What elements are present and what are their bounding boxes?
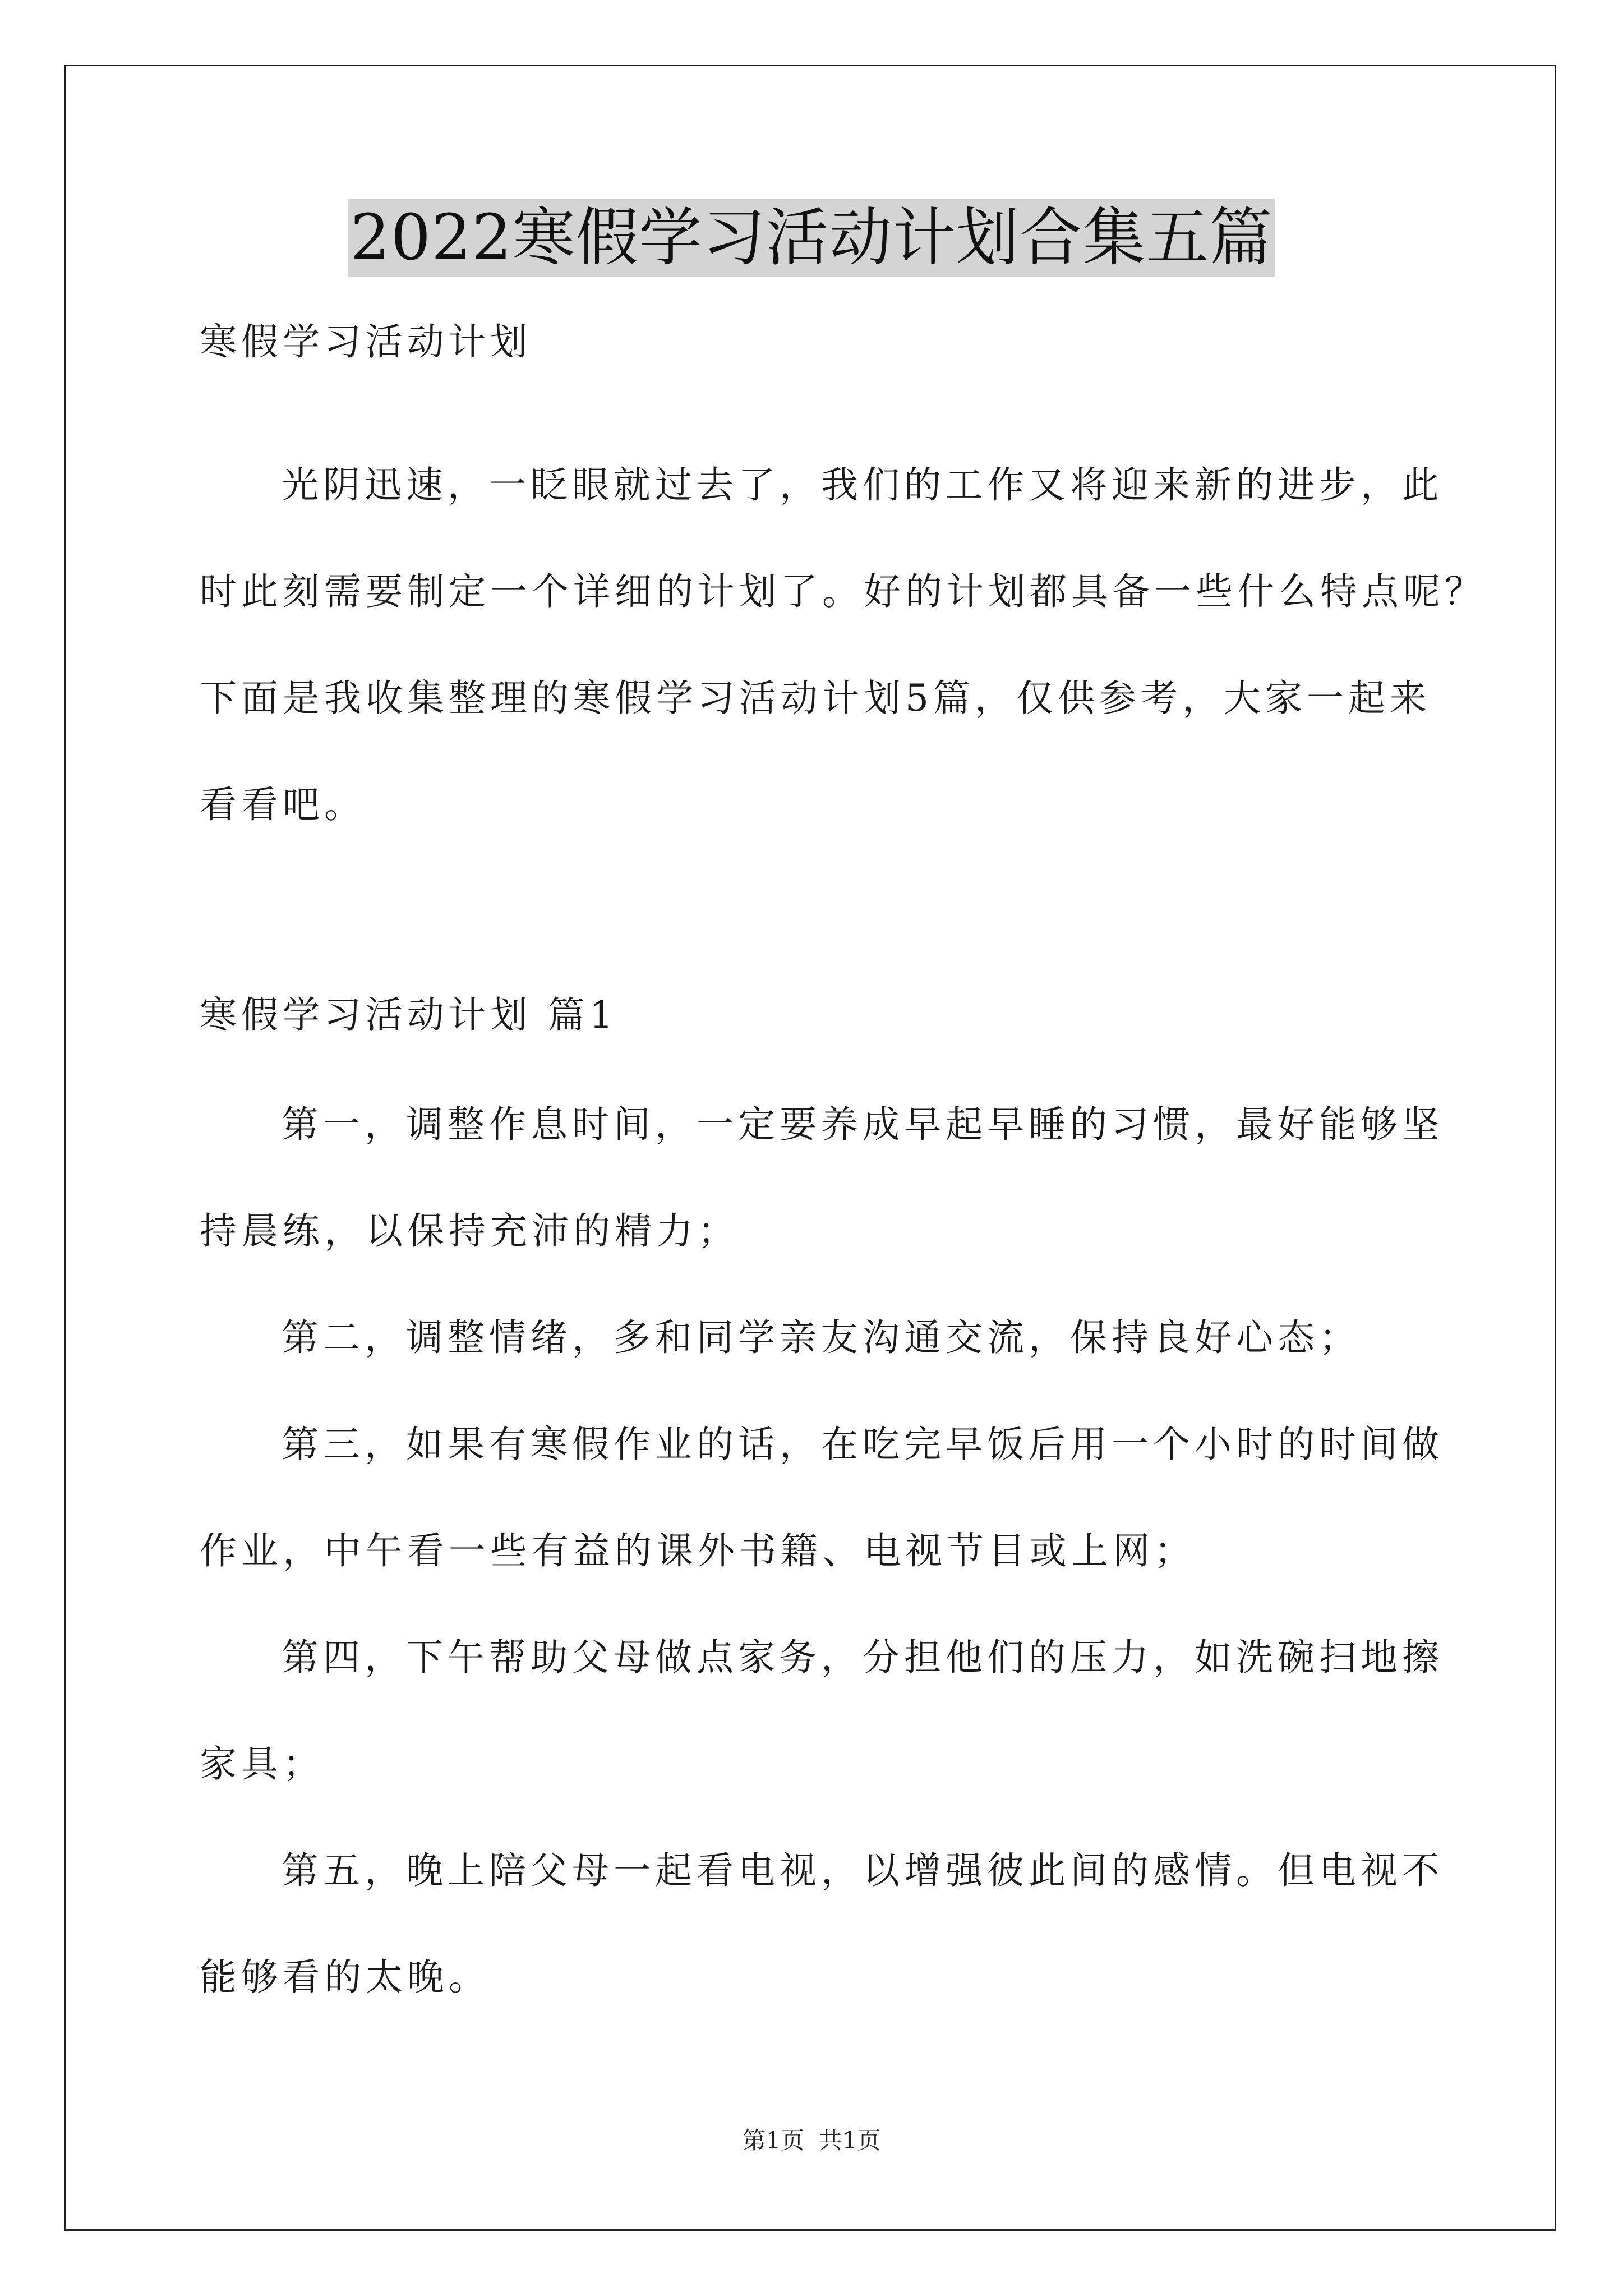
section-heading: 寒假学习活动计划 — [200, 320, 532, 364]
paragraph-line: 第三，如果有寒假作业的话，在吃完早饭后用一个小时的时间做 — [282, 1423, 1444, 1466]
paragraph-line: 第二，调整情绪，多和同学亲友沟通交流，保持良好心态； — [282, 1316, 1361, 1359]
page-border — [64, 65, 1556, 2231]
page-number-current: 第1页 — [742, 2127, 805, 2154]
paragraph-line: 第一，调整作息时间，一定要养成早起早睡的习惯，最好能够坚 — [282, 1103, 1444, 1146]
paragraph-line: 能够看的太晚。 — [200, 1955, 490, 1999]
paragraph-line: 光阴迅速，一眨眼就过去了，我们的工作又将迎来新的进步，此 — [282, 463, 1444, 507]
paragraph-line: 家具； — [200, 1742, 324, 1786]
paragraph-line: 第五，晚上陪父母一起看电视，以增强彼此间的感情。但电视不 — [282, 1849, 1444, 1892]
paragraph-line: 第四，下午帮助父母做点家务，分担他们的压力，如洗碗扫地擦 — [282, 1636, 1444, 1679]
paragraph-line: 作业，中午看一些有益的课外书籍、电视节目或上网； — [200, 1529, 1196, 1572]
document-title: 2022寒假学习活动计划合集五篇 — [348, 199, 1275, 277]
paragraph-line: 持晨练，以保持充沛的精力； — [200, 1209, 739, 1253]
page-number-total: 共1页 — [818, 2127, 881, 2154]
paragraph-line: 时此刻需要制定一个详细的计划了。好的计划都具备一些什么特点呢？ — [200, 570, 1486, 613]
section-heading: 寒假学习活动计划 篇1 — [200, 993, 617, 1037]
paragraph-line: 看看吧。 — [200, 783, 366, 826]
paragraph-line: 下面是我收集整理的寒假学习活动计划5篇，仅供参考，大家一起来 — [200, 677, 1431, 720]
page-footer — [0, 2126, 1623, 2155]
title-container — [0, 199, 1623, 277]
